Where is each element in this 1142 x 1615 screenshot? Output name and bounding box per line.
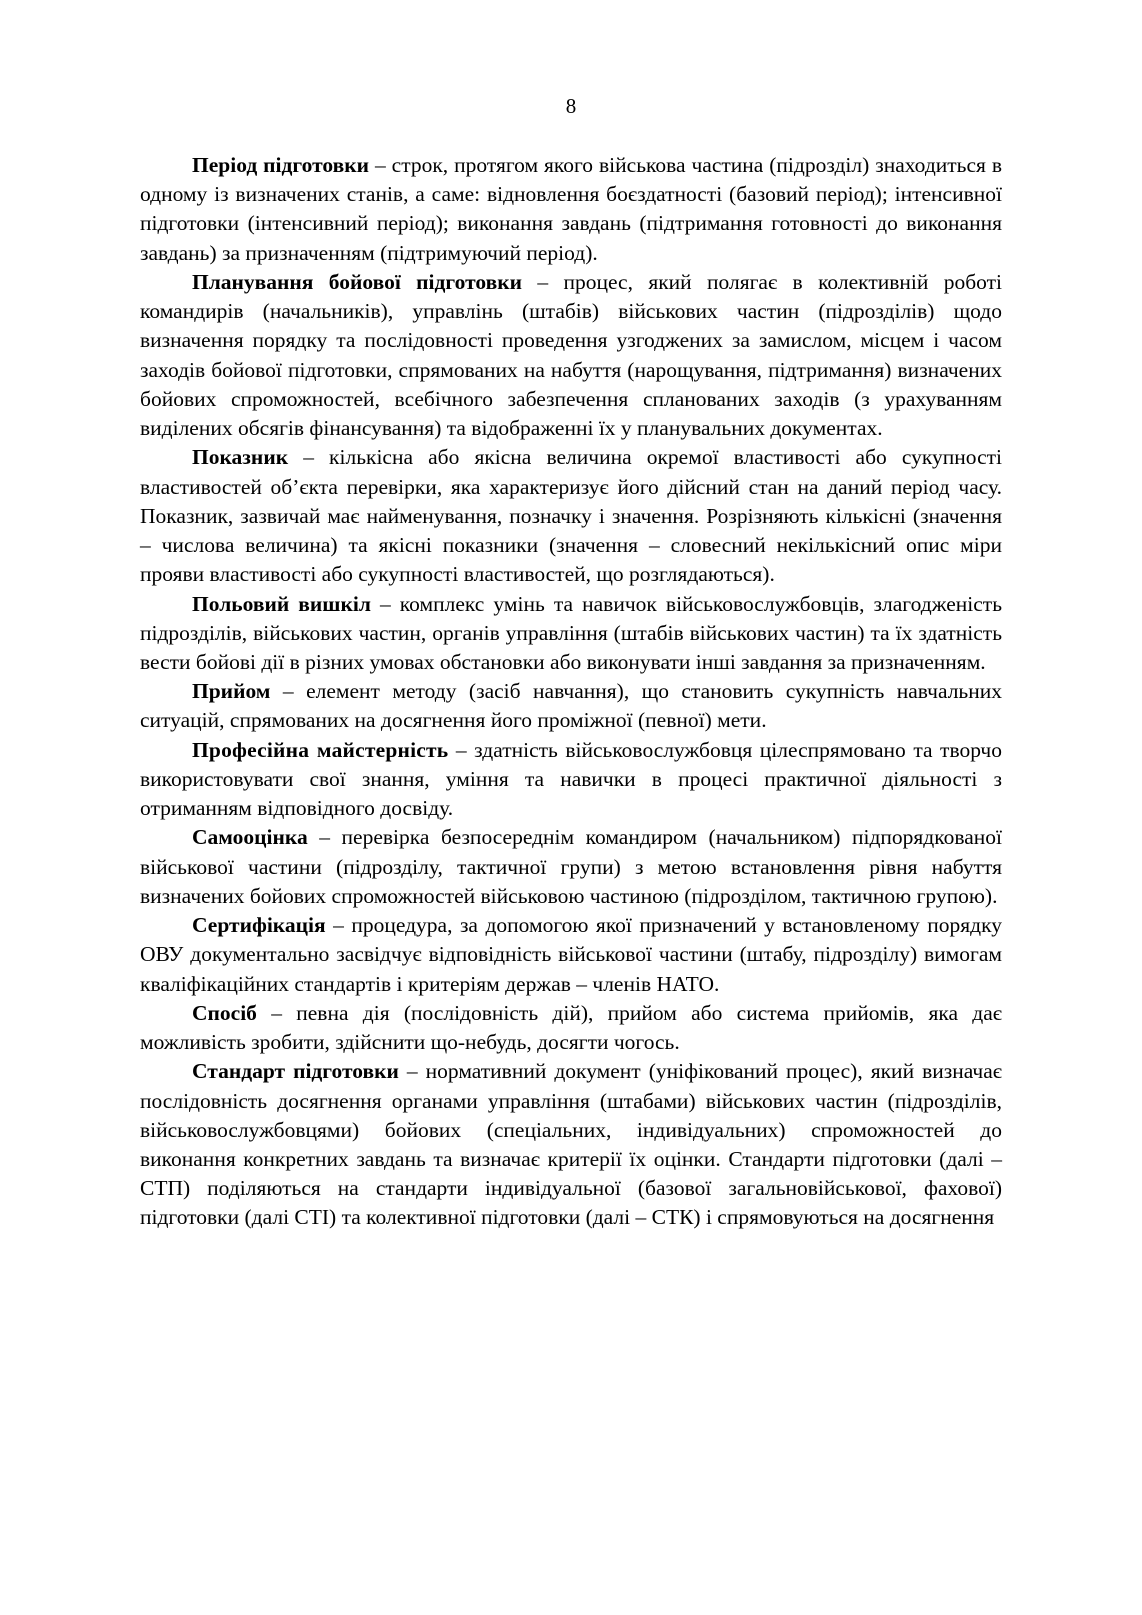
page-number: 8 [565, 94, 577, 118]
definition-text: – певна дія (послідовність дій), прийом або система прийомів, яка дає можливість зробити, здійснити що-небудь, досягти чогось. [140, 1000, 1002, 1055]
definition-text: – перевірка безпосереднім командиром (начальником) підпорядкованої військової частини (підрозділу, тактичної групи) з метою встановлення рівня набуття визначених бойових спроможностей військовою частиною (підрозділом, тактичною групою). [140, 825, 1002, 908]
definition-text: – кількісна або якісна величина окремої властивості або сукупності властивостей об’єкта перевірки, яка характеризує його дійсний стан на даний період часу. Показник, зазвичай має найменування, позначку і значення. Розрізняють кількісні (значення – числова величина) та якісні показники (значення – словесний некількісний опис міри прояви властивості або сукупності властивостей, що розглядаються). [140, 445, 1002, 587]
definition-term: Планування бойової підготовки [192, 269, 522, 294]
definition-term: Період підготовки [192, 153, 369, 177]
definition-paragraph-polovyi-vyshkil [140, 590, 1002, 678]
definition-text: – процес, який полягає в колективній роботі командирів (начальників), управлінь (штабів) військових частин (підрозділів) щодо визначення порядку та послідовності проведення узгоджених за замислом, місцем і часом заходів бойової підготовки, спрямованих на набуття (нарощування, підтримання) визначених бойових спроможностей, всебічного забезпечення спланованих заходів (з урахуванням виділених обсягів фінансування) та відображенні їх у планувальних документах. [140, 269, 1002, 441]
definition-term: Показник [192, 445, 289, 470]
definition-paragraph-samootsinka [140, 823, 1002, 911]
definition-paragraph-planuvannia-boiovoi-pidgotovky [140, 268, 1002, 443]
definition-paragraph-pryiom [140, 677, 1002, 735]
document-body [140, 151, 1002, 1233]
definition-text: – процедура, за допомогою якої призначений у встановленому порядку ОВУ документально засвідчує відповідність військової частини (штабу, підрозділу) вимогам кваліфікаційних стандартів і критеріям держав – членів НАТО. [140, 913, 1002, 996]
definition-paragraph-sertyfikatsiia [140, 911, 1002, 999]
definition-text: – здатність військовослужбовця цілеспрямовано та творчо використовувати свої знання, уміння та навички в процесі практичної діяльності з отриманням відповідного досвіду. [140, 737, 1002, 821]
definition-text: – нормативний документ (уніфікований процес), який визначає послідовність досягнення органами управління (штабами) військових частин (підрозділів, військовослужбовцями) бойових (спеціальних, індивідуальних) спроможностей до виконання конкретних завдань та визначає критерії їх оцінки. Стандарти підготовки (далі – СТП) поділяються на стандарти індивідуальної (базової загальновійськової, фахової) підготовки (далі СТІ) та колективної підготовки (далі – СТК) і спрямовуються на досягнення [140, 1059, 1002, 1230]
definition-term: Професійна майстерність [192, 737, 449, 762]
definition-text: – елемент методу (засіб навчання), що становить сукупність навчальних ситуацій, спрямованих на досягнення його проміжної (певної) мети. [140, 679, 1002, 733]
definition-term: Польовий вишкіл [192, 591, 371, 616]
definition-paragraph-sposib [140, 999, 1002, 1057]
definition-paragraph-profesiina-maisternist [140, 736, 1002, 824]
definition-paragraph-period-pidgotovky [140, 151, 1002, 268]
definition-term: Спосіб [192, 1000, 257, 1025]
definition-term: Прийом [192, 679, 271, 704]
definition-term: Сертифікація [192, 913, 326, 938]
definition-paragraph-standart-pidgotovky [140, 1057, 1002, 1232]
definition-term: Стандарт підготовки [192, 1059, 399, 1084]
definition-text: – комплекс умінь та навичок військовослужбовців, злагодженість підрозділів, військових частин, органів управління (штабів військових частин) та їх здатність вести бойові дії в різних умовах обстановки або виконувати інші завдання за призначенням. [140, 591, 1002, 674]
definition-text: – строк, протягом якого військова частина (підрозділ) знаходиться в одному із визначених станів, а саме: відновлення боєздатності (базовий період); інтенсивної підготовки (інтенсивний період); виконання завдань (підтримання готовності до виконання завдань) за призначенням (підтримуючий період). [140, 153, 1002, 265]
definition-paragraph-pokaznyk [140, 443, 1002, 589]
definition-term: Самооцінка [192, 825, 308, 850]
